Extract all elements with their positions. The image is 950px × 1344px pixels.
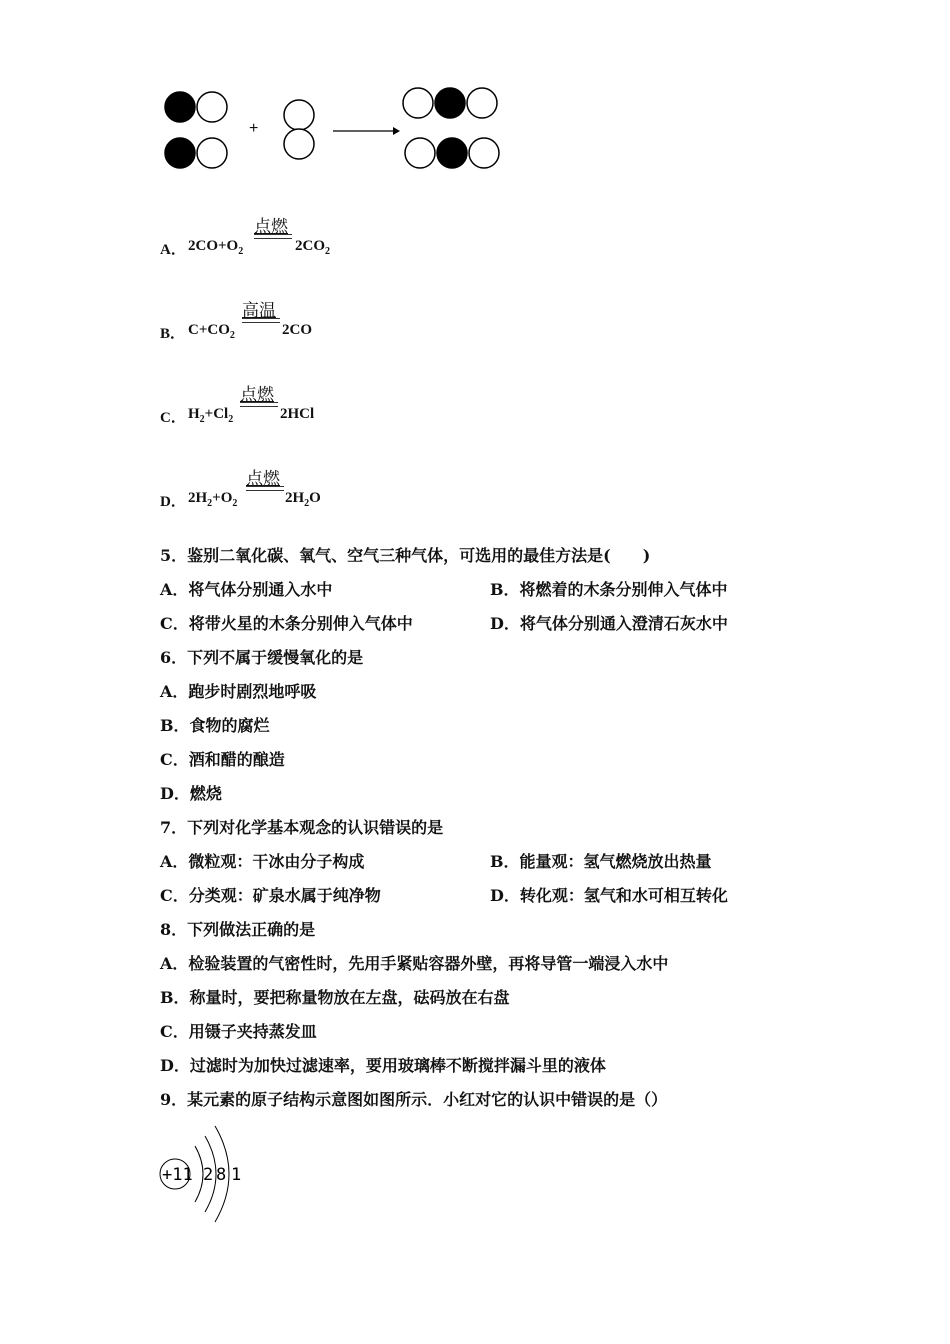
shell-2-electrons: 8: [216, 1165, 227, 1185]
oxygen-atom: [284, 100, 314, 130]
q5-option-c[interactable]: C．将带火星的木条分别伸入气体中: [160, 614, 413, 633]
oxygen-atom: [469, 138, 499, 168]
equation-reactants: $2H_2+O_2$: [188, 490, 238, 509]
option-label: D．: [160, 494, 186, 510]
option-label: C．: [160, 410, 186, 426]
q8-option-a[interactable]: A．检验装置的气密性时，先用手紧贴容器外壁，再将导管一端浸入水中: [160, 954, 669, 973]
equation-reactants: $C+CO_2$: [188, 322, 235, 341]
carbon-atom: [435, 88, 465, 118]
reaction-condition: 点燃: [254, 217, 288, 236]
oxygen-atom: [197, 92, 227, 122]
q7-option-c[interactable]: C．分类观：矿泉水属于纯净物: [160, 886, 381, 905]
q6-option-a[interactable]: A．跑步时剧烈地呼吸: [160, 682, 317, 701]
equation-reactants: $H_2+Cl_2$: [188, 406, 234, 425]
q7-option-d[interactable]: D．转化观：氢气和水可相互转化: [490, 886, 728, 905]
carbon-atom: [165, 138, 195, 168]
oxygen-atom: [284, 129, 314, 159]
plus-sign: +: [249, 120, 259, 137]
oxygen-atom: [197, 138, 227, 168]
equation-option-d: [160, 464, 420, 524]
oxygen-atom: [405, 138, 435, 168]
equation-products: $2H_2O$: [285, 490, 321, 509]
equation-products: 2HCl: [280, 406, 315, 422]
reaction-condition: 点燃: [246, 469, 280, 488]
shell-3-electrons: 1: [231, 1165, 242, 1185]
q8-option-d[interactable]: D．过滤时为加快过滤速率，要用玻璃棒不断搅拌漏斗里的液体: [160, 1056, 606, 1075]
question-7-stem: 7．下列对化学基本观念的认识错误的是: [160, 818, 444, 837]
reaction-condition: 点燃: [240, 385, 274, 404]
option-label: A．: [160, 242, 186, 258]
oxygen-atom: [467, 88, 497, 118]
reaction-molecule-diagram: [155, 85, 515, 175]
electron-shell-1: [195, 1146, 203, 1202]
arrow-head: [393, 127, 400, 135]
equation-option-a: [160, 212, 420, 272]
question-9-stem: 9．某元素的原子结构示意图如图所示．小红对它的认识中错误的是（）: [160, 1090, 668, 1109]
equation-option-c: [160, 380, 420, 440]
q5-option-b[interactable]: B．将燃着的木条分别伸入气体中: [490, 580, 728, 599]
equation-products: $2CO_2$: [295, 238, 330, 257]
equation-products: 2CO: [282, 322, 312, 338]
equation-reactants: $2CO+O_2$: [188, 238, 244, 257]
question-8-stem: 8．下列做法正确的是: [160, 920, 316, 939]
q6-option-b[interactable]: B．食物的腐烂: [160, 716, 270, 735]
q5-option-d[interactable]: D．将气体分别通入澄清石灰水中: [490, 614, 728, 633]
question-6-stem: 6．下列不属于缓慢氧化的是: [160, 648, 364, 667]
q6-option-c[interactable]: C．酒和醋的酿造: [160, 750, 285, 769]
nucleus-charge: +11: [162, 1165, 193, 1185]
reaction-condition: 高温: [242, 301, 276, 320]
q5-option-a[interactable]: A．将气体分别通入水中: [160, 580, 333, 599]
carbon-atom: [437, 138, 467, 168]
q8-option-c[interactable]: C．用镊子夹持蒸发皿: [160, 1022, 317, 1041]
q8-option-b[interactable]: B．称量时，要把称量物放在左盘，砝码放在右盘: [160, 988, 510, 1007]
question-5-stem: 5．鉴别二氧化碳、氧气、空气三种气体，可选用的最佳方法是( ): [160, 546, 651, 565]
q7-option-b[interactable]: B．能量观：氢气燃烧放出热量: [490, 852, 712, 871]
carbon-atom: [165, 92, 195, 122]
q6-option-d[interactable]: D．燃烧: [160, 784, 222, 803]
shell-1-electrons: 2: [203, 1165, 214, 1185]
atomic-structure-diagram: [155, 1120, 255, 1230]
q7-option-a[interactable]: A．微粒观：干冰由分子构成: [160, 852, 365, 871]
oxygen-atom: [403, 88, 433, 118]
equation-option-b: [160, 296, 420, 356]
option-label: B．: [160, 326, 186, 342]
